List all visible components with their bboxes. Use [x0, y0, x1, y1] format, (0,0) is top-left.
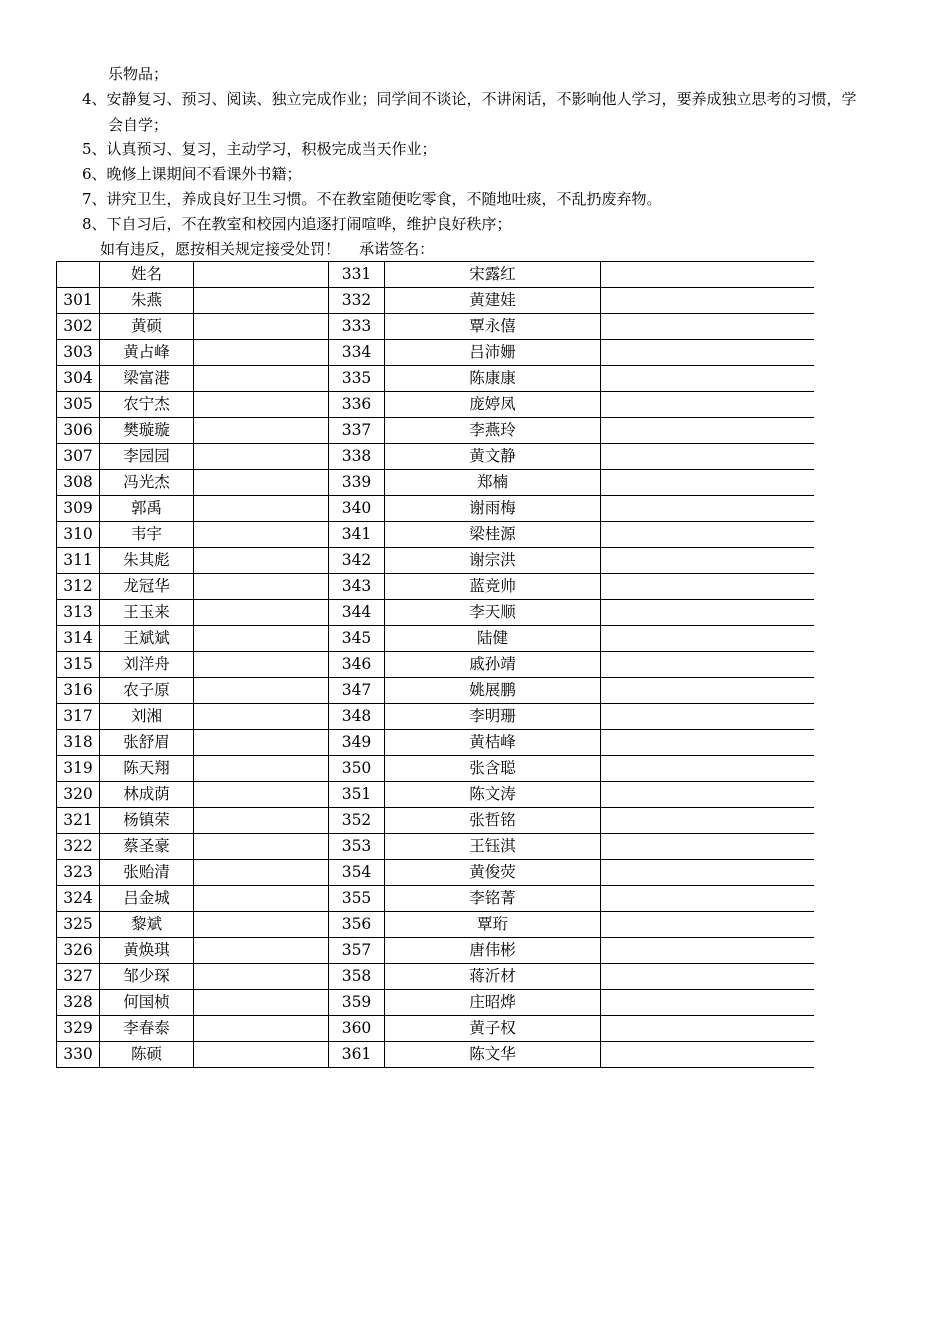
right-name: 黄文静: [385, 444, 601, 470]
table-row: [57, 912, 815, 938]
right-name: 覃永僖: [385, 314, 601, 340]
left-number: 316: [57, 678, 100, 704]
right-number: 339: [329, 470, 385, 496]
right-number: 354: [329, 860, 385, 886]
signature-cell[interactable]: [601, 756, 815, 782]
signature-cell[interactable]: [194, 288, 329, 314]
left-number: 301: [57, 288, 100, 314]
right-number: 331: [329, 262, 385, 288]
signature-cell[interactable]: [194, 366, 329, 392]
right-number: 333: [329, 314, 385, 340]
left-name: 黎斌: [100, 912, 194, 938]
left-name: 邹少琛: [100, 964, 194, 990]
left-number: 322: [57, 834, 100, 860]
signature-cell[interactable]: [194, 522, 329, 548]
right-number: 351: [329, 782, 385, 808]
table-row: [57, 782, 815, 808]
left-number: 320: [57, 782, 100, 808]
rule-4: 4、安静复习、预习、阅读、独立完成作业；同学间不谈论，不讲闲话，不影响他人学习，要养成独立思考的习惯，学: [82, 90, 857, 108]
rule-line-continued: 乐物品；: [108, 65, 169, 83]
signature-cell[interactable]: [194, 756, 329, 782]
right-name: 蒋沂材: [385, 964, 601, 990]
signature-cell[interactable]: [601, 964, 815, 990]
signature-cell[interactable]: [601, 444, 815, 470]
left-name: 刘湘: [100, 704, 194, 730]
signature-cell[interactable]: [194, 782, 329, 808]
left-number: 330: [57, 1042, 100, 1068]
right-name: 陈文华: [385, 1042, 601, 1068]
right-name: 谢雨梅: [385, 496, 601, 522]
right-number: 336: [329, 392, 385, 418]
left-name: 黄硕: [100, 314, 194, 340]
header-name-label: 姓名: [100, 262, 194, 288]
left-number: 319: [57, 756, 100, 782]
right-number: 361: [329, 1042, 385, 1068]
signature-cell[interactable]: [601, 314, 815, 340]
right-number: 356: [329, 912, 385, 938]
signature-cell[interactable]: [194, 470, 329, 496]
table-row: [57, 652, 815, 678]
table-row: [57, 886, 815, 912]
right-name: 唐伟彬: [385, 938, 601, 964]
left-name: 黄占峰: [100, 340, 194, 366]
signature-cell[interactable]: [601, 860, 815, 886]
table-row: [57, 990, 815, 1016]
left-number: 309: [57, 496, 100, 522]
left-name: 梁富港: [100, 366, 194, 392]
left-number: 304: [57, 366, 100, 392]
signature-cell[interactable]: [194, 860, 329, 886]
right-number: 352: [329, 808, 385, 834]
signature-cell[interactable]: [194, 964, 329, 990]
left-name: 朱燕: [100, 288, 194, 314]
signature-cell[interactable]: [194, 1042, 329, 1068]
right-name: 张含聪: [385, 756, 601, 782]
left-name: 龙冠华: [100, 574, 194, 600]
left-name: 朱其彪: [100, 548, 194, 574]
right-name: 李天顺: [385, 600, 601, 626]
right-name: 李明珊: [385, 704, 601, 730]
signature-cell[interactable]: [601, 834, 815, 860]
left-number: 317: [57, 704, 100, 730]
rule-4-continued: 会自学；: [108, 116, 169, 134]
left-number: 310: [57, 522, 100, 548]
right-name: 李燕玲: [385, 418, 601, 444]
left-name: 李园园: [100, 444, 194, 470]
left-number: 323: [57, 860, 100, 886]
right-number: 359: [329, 990, 385, 1016]
rule-8: 8、下自习后，不在教室和校园内追逐打闹喧哗，维护良好秩序；: [82, 215, 512, 233]
rule-6: 6、晚修上课期间不看课外书籍；: [82, 165, 302, 183]
table-row: [57, 756, 815, 782]
right-name: 黄俊荧: [385, 860, 601, 886]
signature-cell[interactable]: [601, 678, 815, 704]
right-number: 337: [329, 418, 385, 444]
right-name: 覃珩: [385, 912, 601, 938]
right-name: 宋露红: [385, 262, 601, 288]
signature-cell[interactable]: [194, 314, 329, 340]
left-name: 林成荫: [100, 782, 194, 808]
signature-cell[interactable]: [194, 548, 329, 574]
rule-7: 7、讲究卫生，养成良好卫生习惯。不在教室随便吃零食，不随地吐痰，不乱扔废弃物。: [82, 190, 662, 208]
signature-cell[interactable]: [601, 548, 815, 574]
left-number: 311: [57, 548, 100, 574]
right-number: 335: [329, 366, 385, 392]
signature-cell[interactable]: [194, 444, 329, 470]
table-row: [57, 340, 815, 366]
right-number: 349: [329, 730, 385, 756]
right-name: 张哲铭: [385, 808, 601, 834]
left-number: 308: [57, 470, 100, 496]
left-number: 303: [57, 340, 100, 366]
signature-table: [56, 261, 814, 1068]
right-number: 343: [329, 574, 385, 600]
right-name: 吕沛姗: [385, 340, 601, 366]
table-row: [57, 730, 815, 756]
right-name: 蓝竞帅: [385, 574, 601, 600]
right-number: 332: [329, 288, 385, 314]
table-row: [57, 808, 815, 834]
table-row: [57, 678, 815, 704]
left-name: 农子原: [100, 678, 194, 704]
signature-cell[interactable]: [601, 912, 815, 938]
signature-cell[interactable]: [601, 808, 815, 834]
signature-cell[interactable]: [194, 340, 329, 366]
right-name: 谢宗洪: [385, 548, 601, 574]
signature-cell[interactable]: [194, 990, 329, 1016]
signature-cell[interactable]: [194, 886, 329, 912]
table-row: [57, 496, 815, 522]
left-name: 张贻清: [100, 860, 194, 886]
signature-cell[interactable]: [194, 392, 329, 418]
table-row: [57, 392, 815, 418]
signature-cell[interactable]: [601, 1016, 815, 1042]
table-row: [57, 288, 815, 314]
left-name: 陈天翔: [100, 756, 194, 782]
signature-cell[interactable]: [194, 262, 329, 288]
left-number: 306: [57, 418, 100, 444]
signature-cell[interactable]: [601, 652, 815, 678]
left-name: 王玉来: [100, 600, 194, 626]
left-number: 315: [57, 652, 100, 678]
table-row: [57, 574, 815, 600]
right-name: 黄桔峰: [385, 730, 601, 756]
right-name: 黄子权: [385, 1016, 601, 1042]
right-name: 李铭菁: [385, 886, 601, 912]
table-row: [57, 548, 815, 574]
right-number: 357: [329, 938, 385, 964]
left-name: 蔡圣豪: [100, 834, 194, 860]
right-name: 黄建娃: [385, 288, 601, 314]
left-number: 318: [57, 730, 100, 756]
signature-cell[interactable]: [601, 574, 815, 600]
signature-cell[interactable]: [601, 704, 815, 730]
left-name: 樊璇璇: [100, 418, 194, 444]
signature-cell[interactable]: [194, 678, 329, 704]
right-name: 陆健: [385, 626, 601, 652]
left-name: 韦宇: [100, 522, 194, 548]
right-number: 346: [329, 652, 385, 678]
right-name: 陈文涛: [385, 782, 601, 808]
signature-cell[interactable]: [601, 418, 815, 444]
signature-cell[interactable]: [601, 938, 815, 964]
left-number: 314: [57, 626, 100, 652]
right-name: 戚孙靖: [385, 652, 601, 678]
left-number: 305: [57, 392, 100, 418]
signature-cell[interactable]: [194, 808, 329, 834]
header-left-number: [57, 262, 100, 288]
signature-cell[interactable]: [601, 626, 815, 652]
signature-cell[interactable]: [601, 782, 815, 808]
left-name: 冯光杰: [100, 470, 194, 496]
right-number: 355: [329, 886, 385, 912]
left-name: 刘洋舟: [100, 652, 194, 678]
signature-cell[interactable]: [601, 470, 815, 496]
signature-cell[interactable]: [601, 262, 815, 288]
table-row: [57, 1042, 815, 1068]
signature-cell[interactable]: [194, 834, 329, 860]
left-number: 328: [57, 990, 100, 1016]
left-name: 何国桢: [100, 990, 194, 1016]
right-name: 王钰淇: [385, 834, 601, 860]
left-number: 302: [57, 314, 100, 340]
right-name: 陈康康: [385, 366, 601, 392]
left-number: 325: [57, 912, 100, 938]
signature-cell[interactable]: [601, 340, 815, 366]
signature-cell[interactable]: [194, 418, 329, 444]
left-name: 郭禹: [100, 496, 194, 522]
right-name: 庞婷凤: [385, 392, 601, 418]
table-row: [57, 522, 815, 548]
left-name: 王斌斌: [100, 626, 194, 652]
right-name: 庄昭烨: [385, 990, 601, 1016]
signature-cell[interactable]: [194, 1016, 329, 1042]
left-number: 329: [57, 1016, 100, 1042]
right-number: 350: [329, 756, 385, 782]
table-row: [57, 600, 815, 626]
signature-cell[interactable]: [194, 652, 329, 678]
right-number: 348: [329, 704, 385, 730]
left-name: 张舒眉: [100, 730, 194, 756]
table-row: [57, 704, 815, 730]
left-name: 杨镇荣: [100, 808, 194, 834]
left-number: 327: [57, 964, 100, 990]
right-name: 姚展鹏: [385, 678, 601, 704]
left-name: 李春泰: [100, 1016, 194, 1042]
table-row: [57, 444, 815, 470]
signature-cell[interactable]: [194, 704, 329, 730]
signature-cell[interactable]: [601, 496, 815, 522]
left-number: 312: [57, 574, 100, 600]
left-name: 农宁杰: [100, 392, 194, 418]
right-number: 334: [329, 340, 385, 366]
signature-cell[interactable]: [194, 730, 329, 756]
table-header-row: [57, 262, 815, 288]
signature-cell[interactable]: [601, 990, 815, 1016]
table-row: [57, 626, 815, 652]
signature-cell[interactable]: [601, 392, 815, 418]
right-number: 353: [329, 834, 385, 860]
right-name: 郑楠: [385, 470, 601, 496]
table-row: [57, 1016, 815, 1042]
left-name: 黄焕琪: [100, 938, 194, 964]
table-row: [57, 418, 815, 444]
right-number: 338: [329, 444, 385, 470]
signature-cell[interactable]: [601, 366, 815, 392]
pledge-line: 如有违反，愿按相关规定接受处罚！ 承诺签名：: [100, 240, 435, 258]
table-row: [57, 314, 815, 340]
signature-cell[interactable]: [601, 288, 815, 314]
right-number: 341: [329, 522, 385, 548]
left-name: 吕金城: [100, 886, 194, 912]
right-number: 345: [329, 626, 385, 652]
signature-cell[interactable]: [601, 600, 815, 626]
right-number: 340: [329, 496, 385, 522]
left-number: 324: [57, 886, 100, 912]
left-name: 陈硕: [100, 1042, 194, 1068]
signature-cell[interactable]: [194, 626, 329, 652]
rule-5: 5、认真预习、复习，主动学习，积极完成当天作业；: [82, 140, 437, 158]
left-number: 307: [57, 444, 100, 470]
right-number: 344: [329, 600, 385, 626]
right-number: 342: [329, 548, 385, 574]
table-row: [57, 834, 815, 860]
signature-cell[interactable]: [601, 1042, 815, 1068]
signature-cell[interactable]: [601, 522, 815, 548]
table-row: [57, 938, 815, 964]
right-number: 358: [329, 964, 385, 990]
signature-cell[interactable]: [194, 574, 329, 600]
right-number: 360: [329, 1016, 385, 1042]
signature-cell[interactable]: [601, 886, 815, 912]
signature-cell[interactable]: [194, 600, 329, 626]
signature-cell[interactable]: [194, 912, 329, 938]
left-number: 326: [57, 938, 100, 964]
left-number: 321: [57, 808, 100, 834]
right-number: 347: [329, 678, 385, 704]
table-row: [57, 470, 815, 496]
table-row: [57, 964, 815, 990]
table-row: [57, 860, 815, 886]
table-row: [57, 366, 815, 392]
left-number: 313: [57, 600, 100, 626]
signature-cell[interactable]: [194, 496, 329, 522]
signature-cell[interactable]: [601, 730, 815, 756]
signature-cell[interactable]: [194, 938, 329, 964]
right-name: 梁桂源: [385, 522, 601, 548]
